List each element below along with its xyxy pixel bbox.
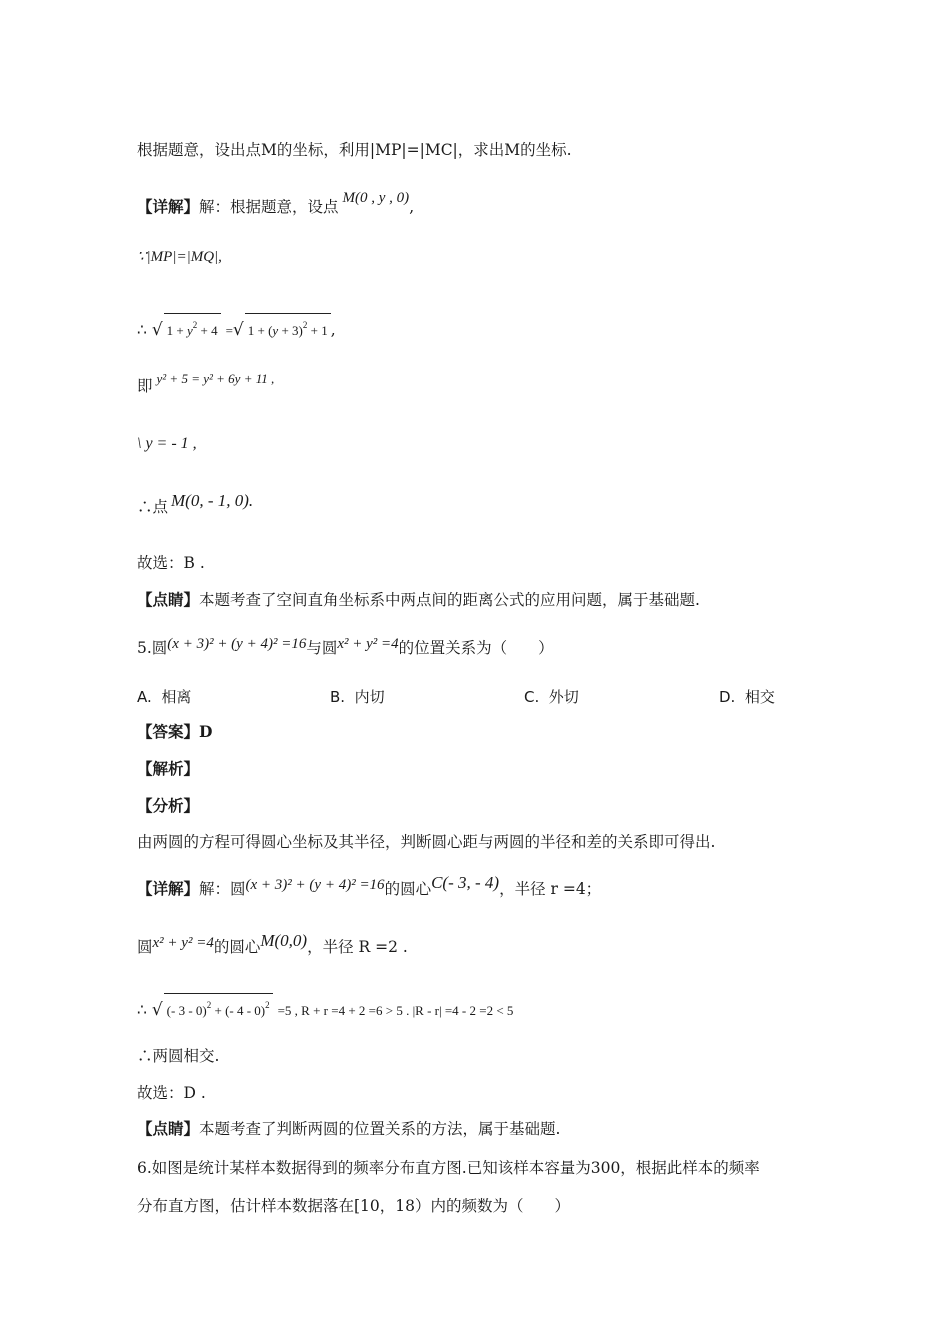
conclusion-line: ∴两圆相交.: [137, 1047, 220, 1065]
distance-line: ∴ √ (- 3 - 0)$^2$ + (- 4 - 0)$^2$ =5 , R + r =4 + 2 =6 > 5 . |R - r| =4 - 2 =2 < 5: [137, 993, 513, 1022]
detail-label-2: 【详解】: [137, 879, 200, 898]
comment-label-2: 【点睛】: [137, 1119, 200, 1138]
question-5: [137, 637, 554, 660]
fenxi-text: 由两圆的方程可得圆心坐标及其半径，判断圆心距与两圆的半径和差的关系即可得出.: [137, 833, 716, 851]
q5-circle2: x² + y² =4: [337, 636, 399, 652]
because-line: ∵|MP|=|MQ|,: [137, 249, 222, 265]
detail-label: 【详解】: [137, 197, 200, 216]
option-d: D. 相交: [719, 688, 775, 706]
q5-mid: 与圆: [306, 639, 338, 657]
detail-text: 解：根据题意，设点: [199, 198, 339, 216]
point-result-line: [137, 491, 254, 518]
d2-circle: x² + y² =4: [152, 935, 214, 951]
fenxi-line: 【分析】: [137, 796, 200, 815]
point-m-coords: M(0 , y , 0): [342, 190, 410, 206]
answer-line: 【答案】D: [137, 722, 213, 741]
center-m: M(0,0): [260, 931, 308, 950]
sqrt-left: $1 + y^2 + 4$: [164, 313, 221, 342]
choice-line-2: 故选：D .: [137, 1084, 206, 1102]
d1-circle: (x + 3)² + (y + 4)² =16: [245, 877, 385, 893]
question-6-line-1: 6.如图是统计某样本数据得到的频率分布直方图.已知该样本容量为300，根据此样本的频率: [137, 1159, 760, 1177]
equation-math: y² + 5 = y² + 6y + 11 ,: [156, 371, 275, 386]
point-result-math: M(0, - 1, 0).: [171, 491, 254, 510]
analysis-line: 根据题意，设出点M的坐标，利用|MP|=|MC|，求出M的坐标.: [137, 141, 572, 159]
circle-2-line: 圆x² + y² =4的圆心M(0,0)，半径 R =2 .: [137, 931, 408, 956]
therefore-symbol: ∴: [137, 321, 147, 339]
q5-circle1: (x + 3)² + (y + 4)² =16: [167, 636, 307, 652]
comment-line-2: 【点睛】本题考查了判断两圆的位置关系的方法，属于基础题.: [137, 1119, 561, 1138]
detail-line: 【详解】解：根据题意，设点 M(0 , y , 0),: [137, 190, 415, 216]
distance-tail: =5 , R + r =4 + 2 =6 > 5 . |R - r| =4 - 2 =2 < 5: [277, 1003, 514, 1018]
q5-suffix: 的位置关系为（ ）: [398, 639, 554, 657]
q5-prefix: 5.圆: [137, 639, 168, 657]
jiexi-line: 【解析】: [137, 759, 200, 778]
detail-line-2: 【详解】解：圆(x + 3)² + (y + 4)² =16的圆心C(- 3, - 4)，半径 r =4；: [137, 873, 602, 898]
option-b: B. 内切: [330, 688, 385, 706]
option-a: A. 相离: [137, 688, 192, 706]
sqrt-right: $1 + (y + 3)^2 + 1$: [245, 313, 331, 342]
question-6-line-2: 分布直方图，估计样本数据落在[10，18）内的频数为（ ）: [137, 1197, 570, 1215]
comment-line: [137, 589, 700, 611]
choice-line: 故选：B .: [137, 554, 205, 572]
therefore-point: ∴点: [137, 498, 169, 516]
therefore-sqrt-line: ∴ √ $1 + y^2 + 4$ =√ $1 + (y + 3)^2 + 1$ ,: [137, 313, 336, 342]
center-c: C(- 3, - 4): [431, 873, 500, 892]
option-c: C. 外切: [524, 688, 579, 706]
distance-sqrt: (- 3 - 0)$^2$ + (- 4 - 0)$^2$: [164, 993, 273, 1022]
equation-line: [137, 371, 275, 398]
y-value-line: \ y = - 1 ,: [137, 435, 197, 452]
ji-label: 即: [137, 377, 153, 395]
comment-text: 本题考查了空间直角坐标系中两点间的距离公式的应用问题，属于基础题.: [199, 591, 700, 609]
comment-label: 【点睛】: [137, 590, 200, 609]
